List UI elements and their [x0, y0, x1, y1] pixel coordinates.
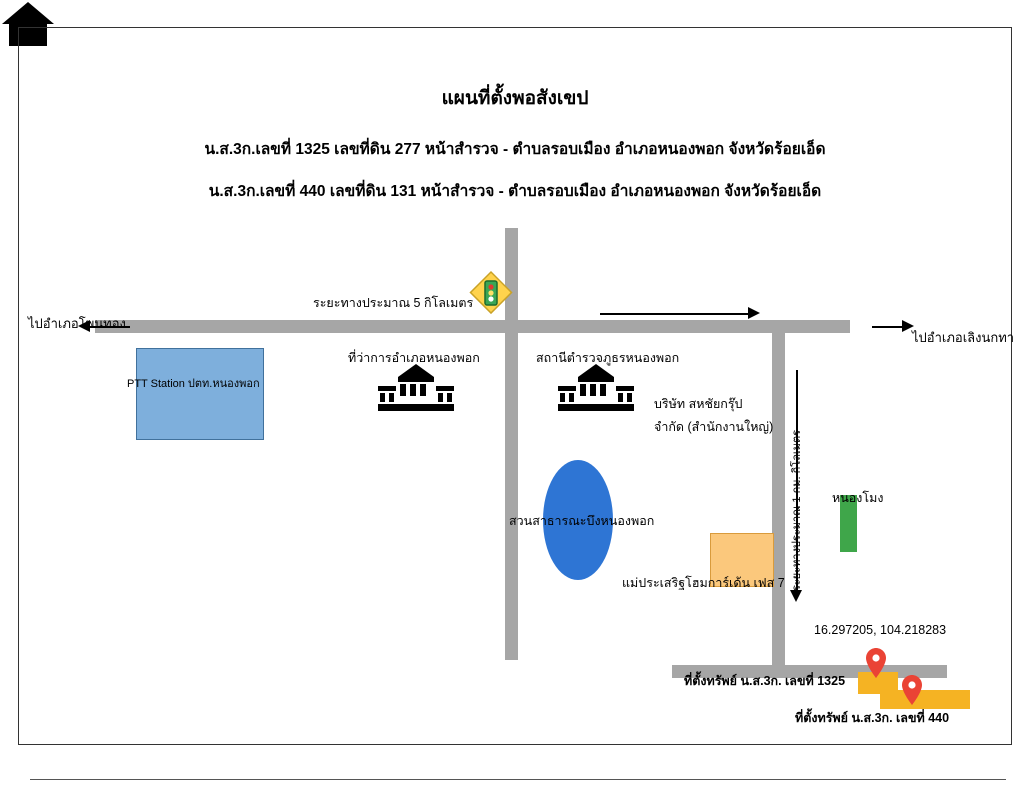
- arrow-mid-line: [600, 313, 750, 315]
- traffic-light-sign-icon: [468, 270, 514, 316]
- label-nong-mong: หนองโมง: [832, 491, 884, 505]
- label-company-line2: จำกัด (สำนักงานใหญ่): [654, 420, 774, 434]
- asset-440-parcel: [880, 690, 970, 709]
- label-home-garden: แม่ประเสริฐโฮมการ์เด้น เฟส 7: [622, 576, 785, 590]
- government-building-icon-police: [558, 364, 634, 412]
- label-vertical-distance: ระยะทางประมาณ 1 กม. กิโลเมตร: [791, 430, 803, 592]
- arrow-right-icon: [748, 307, 760, 319]
- label-to-lengnoktha: ไปอำเภอเลิงนกทา: [912, 330, 1015, 345]
- subtitle-deed-1325: น.ส.3ก.เลขที่ 1325 เลขที่ดิน 277 หน้าสำรวจ - ตำบลรอบเมือง อำเภอหนองพอก จังหวัดร้อยเอ็ด: [204, 141, 826, 158]
- label-asset-1325: ที่ตั้งทรัพย์ น.ส.3ก. เลขที่ 1325: [684, 674, 846, 688]
- map-pin-icon-1325: [866, 648, 886, 678]
- government-building-icon-district: [378, 364, 454, 412]
- label-distance-main: ระยะทางประมาณ 5 กิโลเมตร: [313, 296, 474, 310]
- road-horizontal-main: [95, 320, 850, 333]
- label-police-station: สถานีตำรวจภูธรหนองพอก: [536, 351, 680, 365]
- label-company-line1: บริษัท สหชัยกรุ๊ป: [654, 397, 743, 411]
- footer-divider: [30, 779, 1006, 780]
- label-to-phonthong: ไปอำเภอโพนทอง: [28, 316, 126, 331]
- map-pin-icon-440: [902, 675, 922, 705]
- label-public-park: สวนสาธารณะบึงหนองพอก: [509, 514, 655, 528]
- page-title: แผนที่ตั้งพอสังเขป: [441, 88, 589, 109]
- arrow-down-icon: [790, 590, 802, 602]
- ptt-station-area: [136, 348, 264, 440]
- road-vertical-right: [772, 333, 785, 678]
- label-coordinates: 16.297205, 104.218283: [814, 623, 947, 637]
- label-district-office: ที่ว่าการอำเภอหนองพอก: [348, 351, 480, 365]
- label-ptt-station: PTT Station ปตท.หนองพอก: [127, 378, 260, 390]
- subtitle-deed-440: น.ส.3ก.เลขที่ 440 เลขที่ดิน 131 หน้าสำรวจ - ตำบลรอบเมือง อำเภอหนองพอก จังหวัดร้อยเอ็ด: [208, 183, 822, 200]
- label-asset-440: ที่ตั้งทรัพย์ น.ส.3ก. เลขที่ 440: [795, 711, 950, 725]
